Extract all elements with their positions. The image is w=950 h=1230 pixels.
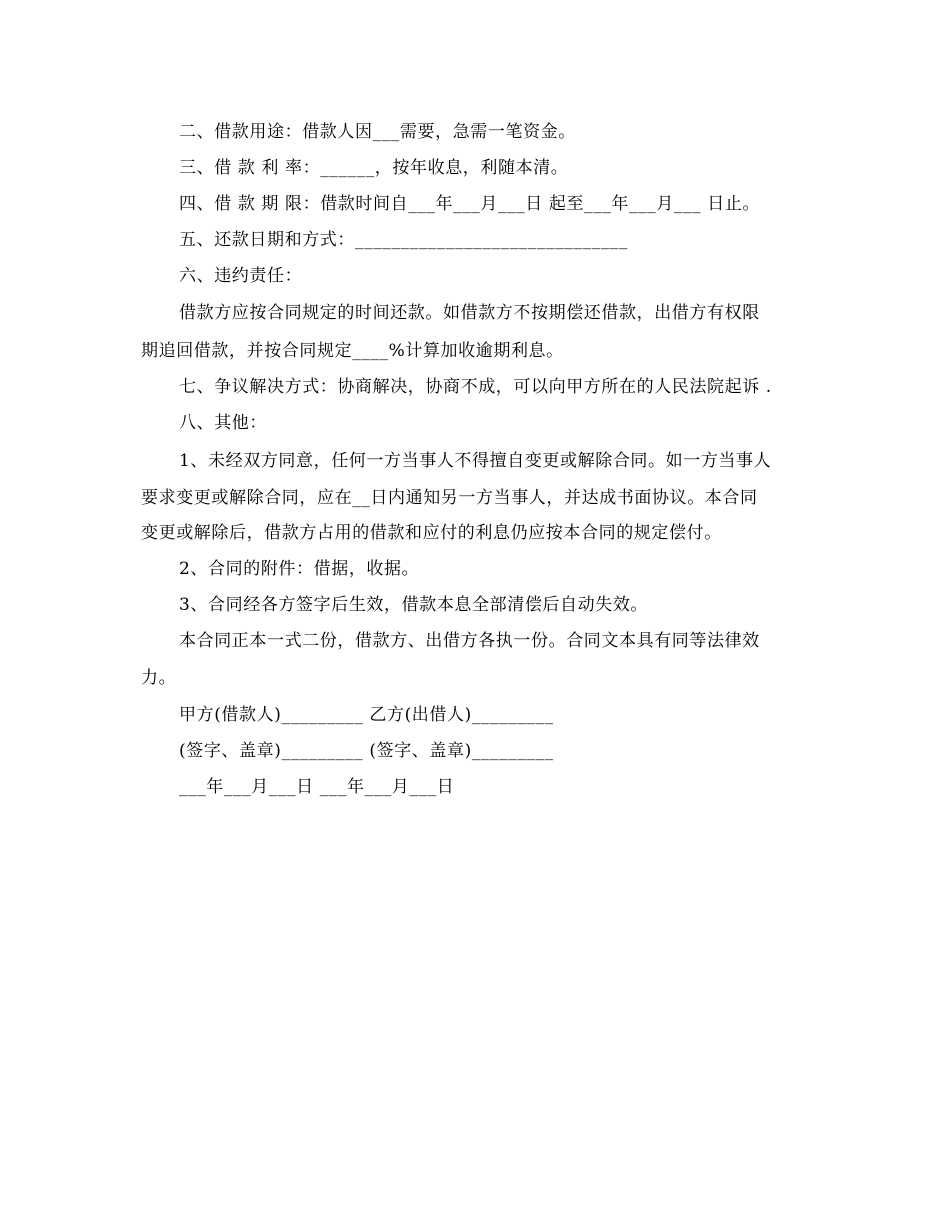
clause-loan-term: 四、借 款 期 限：借款时间自___年___月___日 起至___年___月___ 日止。 [179,194,761,214]
clause-other-heading: 八、其他： [179,413,267,433]
clause-breach-text-2: 期追回借款，并按合同规定____%计算加收逾期利息。 [141,341,564,361]
clause-other-2: 2、合同的附件：借据，收据。 [179,559,420,579]
copies-note-line-1: 本合同正本一式二份，借款方、出借方各执一份。合同文本具有同等法律效 [179,631,760,651]
signature-parties: 甲方(借款人)_________ 乙方(出借人)_________ [179,705,554,725]
signature-seal: (签字、盖章)_________ (签字、盖章)_________ [179,741,554,761]
clause-other-1-line-3: 变更或解除后，借款方占用的借款和应付的利息仍应按本合同的规定偿付。 [141,523,722,543]
clause-repayment: 五、还款日期和方式：______________________________ [179,230,628,250]
clause-other-1-line-1: 1、未经双方同意，任何一方当事人不得擅自变更或解除合同。如一方当事人 [179,451,772,471]
clause-dispute: 七、争议解决方式：协商解决，协商不成，可以向甲方所在的人民法院起诉 . [179,377,772,397]
clause-loan-purpose: 二、借款用途：借款人因___需要，急需一笔资金。 [179,122,576,142]
copies-note-line-2: 力。 [141,668,177,688]
signature-dates: ___年___月___日 ___年___月___日 [179,777,455,797]
clause-interest-rate: 三、借 款 利 率：______，按年收息，利随本清。 [179,158,569,178]
clause-other-1-line-2: 要求变更或解除合同，应在__日内通知另一方当事人，并达成书面协议。本合同 [141,488,758,508]
clause-breach-heading: 六、违约责任： [179,266,303,286]
clause-other-3: 3、合同经各方签字后生效，借款本息全部清偿后自动失效。 [179,595,649,615]
clause-breach-text-1: 借款方应按合同规定的时间还款。如借款方不按期偿还借款，出借方有权限 [179,303,760,323]
